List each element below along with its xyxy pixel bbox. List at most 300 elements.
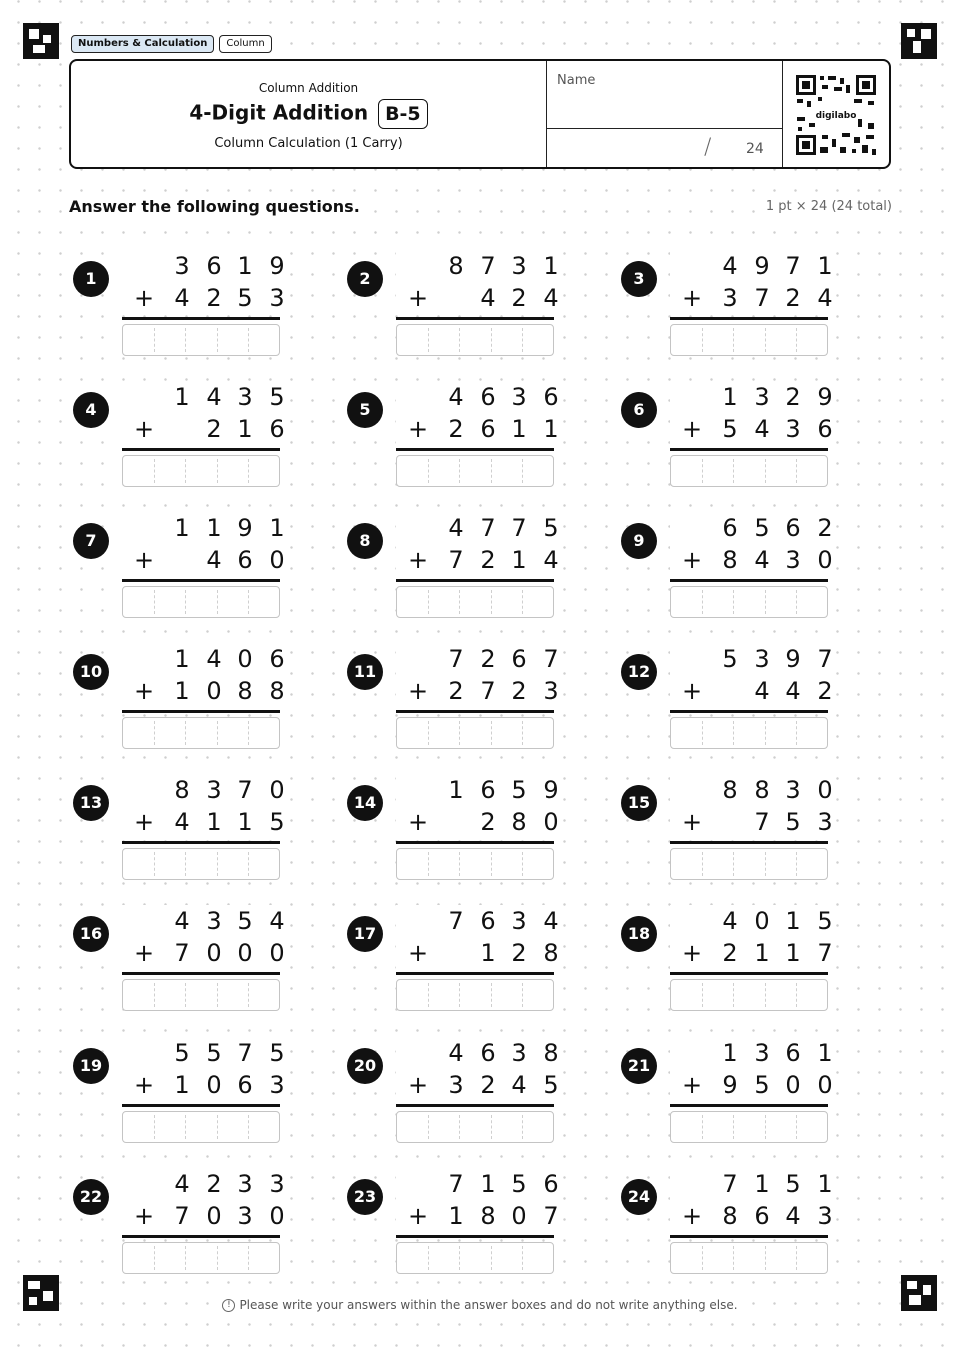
- plus-sign: +: [681, 808, 703, 836]
- digit: 8: [543, 1039, 559, 1067]
- answer-digit-divider: [796, 983, 797, 1007]
- answer-digit-divider: [733, 852, 734, 876]
- corner-marker-top-right: [901, 23, 937, 59]
- digit: 1: [817, 252, 833, 280]
- worksheet-code: B-5: [378, 99, 428, 129]
- addend-top: [396, 1037, 559, 1069]
- addend-top: [122, 250, 285, 282]
- digit: 3: [206, 776, 222, 804]
- answer-digit-divider: [796, 1115, 797, 1139]
- addend-top: [396, 905, 559, 937]
- sum-line: [396, 710, 554, 713]
- addend-top: [670, 643, 833, 675]
- answer-digit-divider: [702, 1115, 703, 1139]
- category-label: Column Addition: [258, 81, 359, 95]
- addend-top: [122, 381, 285, 413]
- digit: 4: [511, 1071, 527, 1099]
- answer-box[interactable]: [396, 455, 554, 487]
- answer-digit-divider: [217, 590, 218, 614]
- addend-bottom: [122, 1069, 285, 1101]
- digit: 2: [511, 939, 527, 967]
- digit: 1: [511, 546, 527, 574]
- digit: 3: [511, 907, 527, 935]
- answer-box[interactable]: [396, 1111, 554, 1143]
- digit: 8: [543, 939, 559, 967]
- digit: 2: [206, 1170, 222, 1198]
- answer-digit-divider: [522, 852, 523, 876]
- answer-digit-divider: [522, 983, 523, 1007]
- plus-sign: +: [407, 677, 429, 705]
- title-block: [71, 61, 546, 167]
- problem-number-badge: 4: [73, 392, 109, 428]
- addend-top: [122, 643, 285, 675]
- problem-23: [347, 1168, 587, 1278]
- score-slash: /: [704, 135, 712, 160]
- digit: 3: [174, 252, 190, 280]
- digit: 1: [543, 415, 559, 443]
- plus-sign: +: [133, 939, 155, 967]
- digit: 1: [448, 776, 464, 804]
- answer-box[interactable]: [122, 455, 280, 487]
- addend-bottom: [670, 413, 833, 445]
- addend-bottom: [122, 1200, 285, 1232]
- problem-number-badge: 13: [73, 785, 109, 821]
- plus-sign: +: [681, 939, 703, 967]
- addend-bottom: [670, 1200, 833, 1232]
- digit: 4: [174, 907, 190, 935]
- addend-top: [396, 774, 559, 806]
- digit: 2: [448, 415, 464, 443]
- answer-digit-divider: [185, 459, 186, 483]
- digit: 0: [817, 776, 833, 804]
- answer-digit-divider: [796, 721, 797, 745]
- answer-box[interactable]: [670, 848, 828, 880]
- digit: 3: [754, 383, 770, 411]
- digit: 6: [237, 1071, 253, 1099]
- digit: 6: [754, 1202, 770, 1230]
- digit: 0: [206, 939, 222, 967]
- digit: 5: [785, 1170, 801, 1198]
- digit: 2: [480, 645, 496, 673]
- footer-text: Please write your answers within the answer boxes and do not write anything else.: [239, 1298, 738, 1312]
- answer-box[interactable]: [122, 586, 280, 618]
- problem-22: [73, 1168, 313, 1278]
- sum-line: [396, 1235, 554, 1238]
- answer-digit-divider: [765, 852, 766, 876]
- plus-sign: +: [681, 284, 703, 312]
- digit: 8: [722, 546, 738, 574]
- info-icon: !: [222, 1299, 235, 1312]
- sum-line: [122, 972, 280, 975]
- digit: 0: [817, 1071, 833, 1099]
- answer-box[interactable]: [396, 324, 554, 356]
- answer-box[interactable]: [670, 455, 828, 487]
- digit: 0: [269, 546, 285, 574]
- answer-box[interactable]: [122, 1242, 280, 1274]
- sum-line: [670, 972, 828, 975]
- answer-digit-divider: [248, 852, 249, 876]
- addend-bottom: [396, 282, 559, 314]
- digit: 5: [722, 415, 738, 443]
- problem-20: [347, 1037, 587, 1147]
- digit: 9: [237, 514, 253, 542]
- problem-number-badge: 6: [621, 392, 657, 428]
- addend-bottom: [396, 544, 559, 576]
- problem-number-badge: 20: [347, 1048, 383, 1084]
- digit: 2: [785, 383, 801, 411]
- problem-number-badge: 22: [73, 1179, 109, 1215]
- digit: 5: [511, 1170, 527, 1198]
- digit: 4: [174, 1170, 190, 1198]
- problem-number-badge: 5: [347, 392, 383, 428]
- digit: 5: [722, 645, 738, 673]
- answer-digit-divider: [765, 983, 766, 1007]
- sum-line: [670, 1235, 828, 1238]
- sum-line: [122, 841, 280, 844]
- answer-digit-divider: [702, 721, 703, 745]
- digit: 0: [785, 1071, 801, 1099]
- addend-top: [670, 1168, 833, 1200]
- digit: 4: [206, 383, 222, 411]
- digit: 3: [237, 1202, 253, 1230]
- answer-digit-divider: [765, 459, 766, 483]
- problem-number-badge: 15: [621, 785, 657, 821]
- tag-column: Column: [219, 35, 271, 53]
- digit: 0: [817, 546, 833, 574]
- problem-number-badge: 1: [73, 261, 109, 297]
- digit: 2: [785, 284, 801, 312]
- plus-sign: +: [133, 808, 155, 836]
- digit: 5: [269, 1039, 285, 1067]
- answer-digit-divider: [185, 852, 186, 876]
- answer-digit-divider: [796, 328, 797, 352]
- answer-digit-divider: [154, 1246, 155, 1270]
- addend-top: [670, 774, 833, 806]
- addend-top: [396, 512, 559, 544]
- digit: 3: [817, 808, 833, 836]
- answer-digit-divider: [522, 328, 523, 352]
- addend-bottom: [670, 806, 833, 838]
- plus-sign: +: [407, 415, 429, 443]
- digit: 1: [174, 677, 190, 705]
- digit: 3: [448, 1071, 464, 1099]
- answer-box[interactable]: [670, 1111, 828, 1143]
- plus-sign: +: [407, 1202, 429, 1230]
- digit: 1: [206, 514, 222, 542]
- digit: 1: [754, 1170, 770, 1198]
- answer-box[interactable]: [396, 717, 554, 749]
- digit: 9: [543, 776, 559, 804]
- digit: 6: [480, 415, 496, 443]
- answer-digit-divider: [185, 721, 186, 745]
- title-text: 4-Digit Addition: [189, 100, 369, 125]
- digit: 1: [754, 939, 770, 967]
- digit: 4: [448, 383, 464, 411]
- problem-number-badge: 14: [347, 785, 383, 821]
- digit: 1: [269, 514, 285, 542]
- answer-digit-divider: [765, 721, 766, 745]
- digit: 0: [206, 1071, 222, 1099]
- digit: 7: [448, 907, 464, 935]
- problem-number-badge: 21: [621, 1048, 657, 1084]
- digit: 6: [237, 546, 253, 574]
- answer-digit-divider: [248, 590, 249, 614]
- answer-digit-divider: [522, 590, 523, 614]
- answer-box[interactable]: [122, 324, 280, 356]
- answer-box[interactable]: [122, 717, 280, 749]
- digit: 3: [269, 1170, 285, 1198]
- addend-top: [396, 381, 559, 413]
- answer-digit-divider: [796, 852, 797, 876]
- addend-bottom: [122, 806, 285, 838]
- answer-digit-divider: [154, 328, 155, 352]
- digit: 0: [269, 1202, 285, 1230]
- answer-digit-divider: [796, 1246, 797, 1270]
- answer-digit-divider: [796, 590, 797, 614]
- digit: 2: [511, 677, 527, 705]
- digit: 0: [269, 939, 285, 967]
- addend-top: [670, 381, 833, 413]
- answer-digit-divider: [702, 983, 703, 1007]
- answer-digit-divider: [522, 1246, 523, 1270]
- digit: 6: [480, 1039, 496, 1067]
- plus-sign: +: [681, 677, 703, 705]
- digit: 6: [543, 383, 559, 411]
- answer-digit-divider: [733, 721, 734, 745]
- score-total: 24: [746, 141, 764, 157]
- plus-sign: +: [681, 1071, 703, 1099]
- digit: 4: [722, 907, 738, 935]
- page-title: [71, 99, 546, 129]
- answer-digit-divider: [217, 852, 218, 876]
- digit: 3: [754, 645, 770, 673]
- digit: 1: [511, 415, 527, 443]
- digit: 2: [817, 514, 833, 542]
- answer-digit-divider: [459, 983, 460, 1007]
- answer-digit-divider: [428, 983, 429, 1007]
- digit: 4: [785, 677, 801, 705]
- digit: 0: [237, 645, 253, 673]
- answer-box[interactable]: [670, 1242, 828, 1274]
- digit: 8: [754, 776, 770, 804]
- answer-digit-divider: [217, 328, 218, 352]
- digit: 5: [754, 1071, 770, 1099]
- addend-bottom: [122, 413, 285, 445]
- digit: 4: [754, 546, 770, 574]
- digit: 7: [480, 252, 496, 280]
- answer-box[interactable]: [670, 717, 828, 749]
- problem-18: [621, 905, 861, 1015]
- digit: 1: [237, 252, 253, 280]
- answer-digit-divider: [217, 1115, 218, 1139]
- digit: 0: [206, 1202, 222, 1230]
- footer-note: [0, 1298, 960, 1312]
- answer-box[interactable]: [396, 848, 554, 880]
- answer-digit-divider: [765, 590, 766, 614]
- digit: 4: [480, 284, 496, 312]
- digit: 7: [480, 677, 496, 705]
- digit: 3: [785, 546, 801, 574]
- digit: 4: [817, 284, 833, 312]
- answer-digit-divider: [248, 983, 249, 1007]
- digit: 2: [448, 677, 464, 705]
- answer-digit-divider: [491, 852, 492, 876]
- digit: 6: [480, 776, 496, 804]
- answer-digit-divider: [428, 590, 429, 614]
- digit: 7: [174, 1202, 190, 1230]
- answer-digit-divider: [702, 852, 703, 876]
- answer-digit-divider: [428, 1246, 429, 1270]
- answer-box[interactable]: [396, 586, 554, 618]
- answer-digit-divider: [185, 983, 186, 1007]
- digit: 1: [480, 1170, 496, 1198]
- digit: 4: [448, 514, 464, 542]
- sum-line: [122, 448, 280, 451]
- corner-marker-top-left: [23, 23, 59, 59]
- addend-top: [396, 643, 559, 675]
- plus-sign: +: [133, 1071, 155, 1099]
- answer-digit-divider: [491, 459, 492, 483]
- problem-4: [73, 381, 313, 491]
- digit: 3: [206, 907, 222, 935]
- problem-21: [621, 1037, 861, 1147]
- digit: 6: [269, 645, 285, 673]
- answer-box[interactable]: [122, 979, 280, 1011]
- digit: 7: [817, 939, 833, 967]
- digit: 3: [237, 1170, 253, 1198]
- digit: 5: [237, 284, 253, 312]
- digit: 2: [480, 546, 496, 574]
- answer-digit-divider: [217, 983, 218, 1007]
- problem-14: [347, 774, 587, 884]
- sum-line: [670, 710, 828, 713]
- digit: 8: [448, 252, 464, 280]
- digit: 5: [269, 808, 285, 836]
- digit: 0: [543, 808, 559, 836]
- answer-digit-divider: [428, 459, 429, 483]
- digit: 3: [543, 677, 559, 705]
- problem-number-badge: 8: [347, 523, 383, 559]
- answer-digit-divider: [491, 983, 492, 1007]
- plus-sign: +: [133, 546, 155, 574]
- plus-sign: +: [681, 415, 703, 443]
- answer-box[interactable]: [396, 979, 554, 1011]
- problem-number-badge: 19: [73, 1048, 109, 1084]
- digit: 2: [722, 939, 738, 967]
- digit: 4: [722, 252, 738, 280]
- digit: 0: [269, 776, 285, 804]
- addend-top: [122, 905, 285, 937]
- digit: 9: [269, 252, 285, 280]
- digit: 0: [511, 1202, 527, 1230]
- sum-line: [122, 1104, 280, 1107]
- answer-digit-divider: [185, 1115, 186, 1139]
- answer-digit-divider: [185, 1246, 186, 1270]
- plus-sign: +: [681, 1202, 703, 1230]
- answer-digit-divider: [765, 1115, 766, 1139]
- digit: 7: [448, 1170, 464, 1198]
- problem-13: [73, 774, 313, 884]
- digit: 7: [543, 645, 559, 673]
- digit: 7: [448, 546, 464, 574]
- sum-line: [122, 710, 280, 713]
- digit: 1: [785, 939, 801, 967]
- answer-digit-divider: [248, 459, 249, 483]
- digit: 7: [785, 252, 801, 280]
- answer-digit-divider: [522, 459, 523, 483]
- answer-digit-divider: [459, 590, 460, 614]
- answer-box[interactable]: [122, 1111, 280, 1143]
- digit: 6: [480, 383, 496, 411]
- digit: 5: [543, 514, 559, 542]
- answer-digit-divider: [459, 852, 460, 876]
- answer-box[interactable]: [670, 586, 828, 618]
- digit: 8: [722, 1202, 738, 1230]
- answer-digit-divider: [154, 852, 155, 876]
- answer-digit-divider: [154, 590, 155, 614]
- addend-top: [122, 1037, 285, 1069]
- digit: 1: [722, 383, 738, 411]
- qr-code-icon: [794, 73, 878, 157]
- answer-box[interactable]: [122, 848, 280, 880]
- answer-digit-divider: [248, 721, 249, 745]
- plus-sign: +: [133, 415, 155, 443]
- tag-group: [69, 35, 274, 53]
- plus-sign: +: [407, 284, 429, 312]
- addend-bottom: [396, 1069, 559, 1101]
- digit: 8: [237, 677, 253, 705]
- addend-top: [122, 774, 285, 806]
- problem-number-badge: 23: [347, 1179, 383, 1215]
- digit: 9: [722, 1071, 738, 1099]
- answer-box[interactable]: [670, 979, 828, 1011]
- problem-number-badge: 7: [73, 523, 109, 559]
- digit: 4: [543, 284, 559, 312]
- addend-top: [396, 1168, 559, 1200]
- answer-digit-divider: [491, 1115, 492, 1139]
- answer-digit-divider: [459, 721, 460, 745]
- sum-line: [670, 317, 828, 320]
- plus-sign: +: [133, 677, 155, 705]
- digit: 2: [206, 284, 222, 312]
- digit: 4: [543, 907, 559, 935]
- problem-number-badge: 16: [73, 916, 109, 952]
- answer-box[interactable]: [396, 1242, 554, 1274]
- answer-box[interactable]: [670, 324, 828, 356]
- digit: 7: [448, 645, 464, 673]
- digit: 6: [785, 1039, 801, 1067]
- problem-number-badge: 24: [621, 1179, 657, 1215]
- plus-sign: +: [681, 546, 703, 574]
- digit: 3: [511, 252, 527, 280]
- digit: 1: [480, 939, 496, 967]
- answer-digit-divider: [217, 1246, 218, 1270]
- digit: 2: [480, 1071, 496, 1099]
- digit: 3: [754, 1039, 770, 1067]
- answer-digit-divider: [248, 328, 249, 352]
- addend-bottom: [670, 937, 833, 969]
- problem-number-badge: 11: [347, 654, 383, 690]
- problem-number-badge: 10: [73, 654, 109, 690]
- answer-digit-divider: [185, 328, 186, 352]
- answer-digit-divider: [491, 328, 492, 352]
- digit: 3: [511, 383, 527, 411]
- answer-digit-divider: [522, 721, 523, 745]
- digit: 7: [511, 514, 527, 542]
- addend-top: [122, 1168, 285, 1200]
- answer-digit-divider: [428, 721, 429, 745]
- digit: 5: [269, 383, 285, 411]
